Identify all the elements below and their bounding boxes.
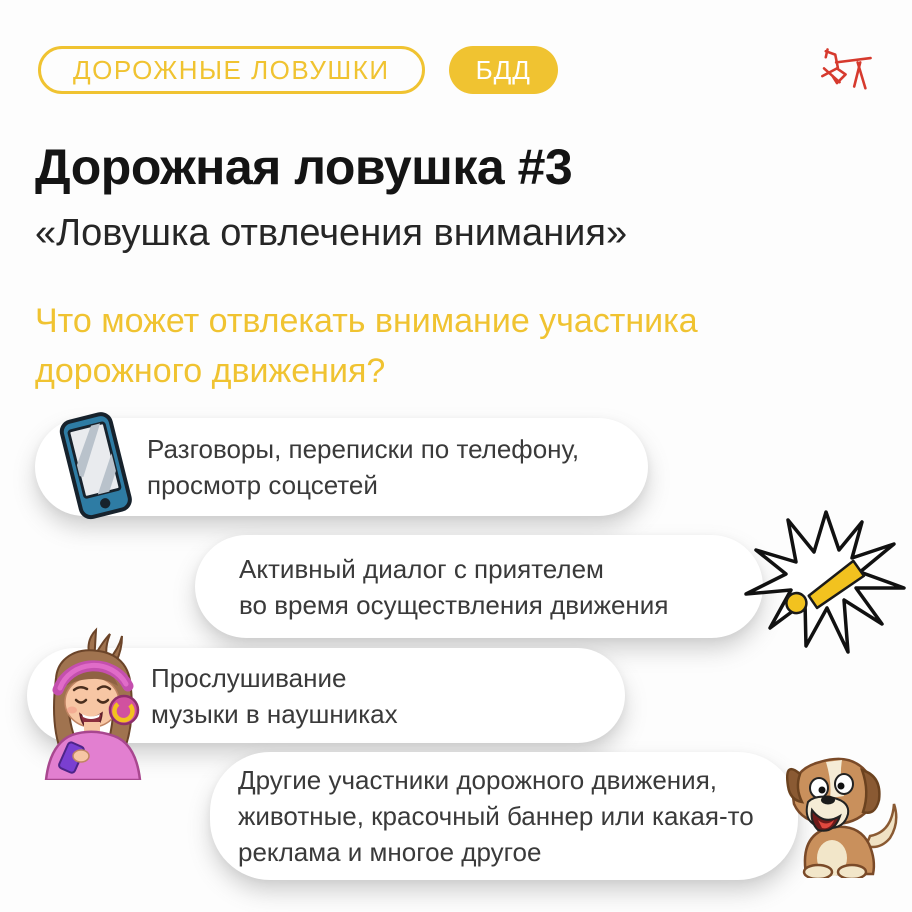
badge-row xyxy=(38,46,558,94)
card-text-line: Разговоры, переписки по телефону, xyxy=(147,434,580,464)
topic-badge xyxy=(38,46,425,94)
card-text-line: Прослушивание xyxy=(151,662,347,693)
card-text-line: просмотр соцсетей xyxy=(147,470,378,500)
card-text-line: во время осуществления движения xyxy=(239,589,669,620)
puppy-icon xyxy=(766,742,906,878)
exclamation-burst-icon xyxy=(742,508,908,656)
question-line-2: дорожного движения? xyxy=(35,352,386,390)
question-text xyxy=(35,296,835,396)
card-text-line: музыки в наушниках xyxy=(151,698,398,729)
question-line-1: Что может отвлекать внимание участника xyxy=(35,302,698,340)
girl-headphones-icon xyxy=(18,626,160,780)
page-title: Дорожная ловушка #3 xyxy=(35,139,573,195)
bdd-badge-label: БДД xyxy=(475,54,531,85)
card-text-line: животные, красочный баннер или какая-то xyxy=(238,801,754,831)
page-subtitle: «Ловушка отвлечения внимания» xyxy=(35,212,628,254)
smartphone-icon xyxy=(38,410,152,524)
bdd-badge xyxy=(449,46,558,94)
card-other-distraction xyxy=(210,752,798,880)
card-text-line: реклама и многое другое xyxy=(238,837,542,867)
red-line-horse-logo-icon xyxy=(812,42,874,100)
card-dialog-distraction xyxy=(195,535,763,638)
card-text-line: Активный диалог с приятелем xyxy=(239,553,604,584)
topic-badge-label: ДОРОЖНЫЕ ЛОВУШКИ xyxy=(73,54,390,85)
card-text-line: Другие участники дорожного движения, xyxy=(238,765,717,795)
